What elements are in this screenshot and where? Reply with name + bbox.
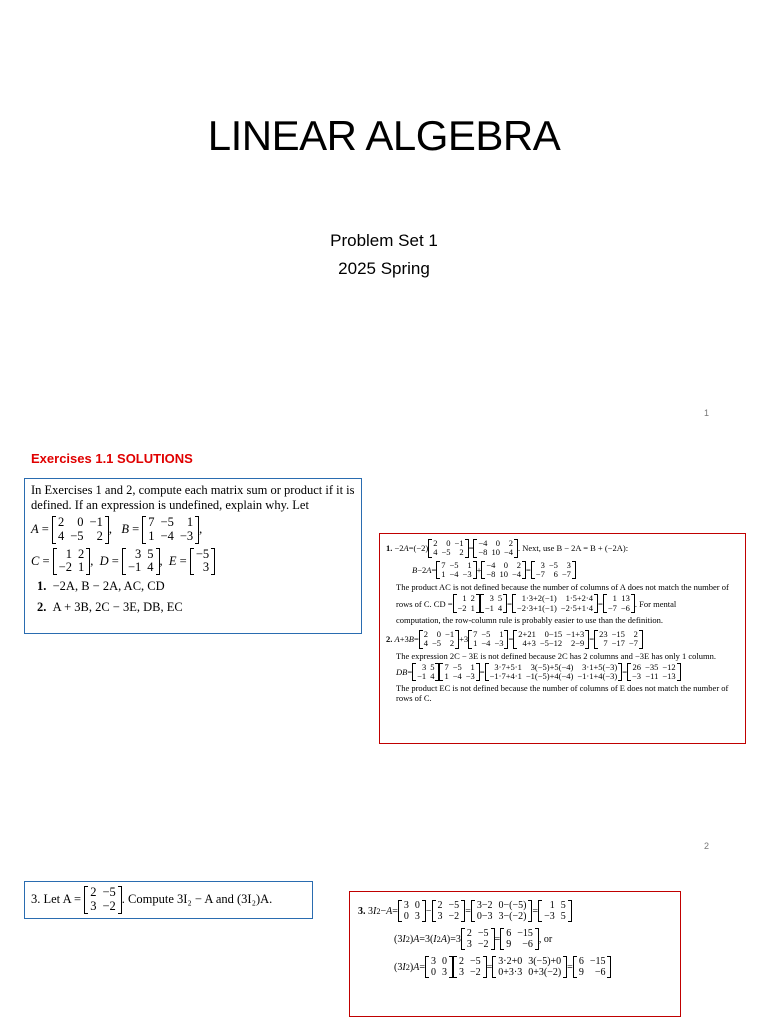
solution-3-line2: (3 I 2 ) A =3( I 2 A )=3 2 −5 3 −2 = 6 −15 9 −6 , or — [394, 928, 553, 950]
page-number-2: 2 — [704, 841, 710, 851]
problem-intro: In Exercises 1 and 2, compute each matrix sum or product if it is defined. If an expression is undefined, explain why. Let — [31, 483, 355, 512]
matrices-cde: C = 1 2 −2 1 , D = 3 5 −1 4 , E = −5 3 — [31, 548, 355, 576]
problem-3-box — [24, 881, 313, 919]
page-number-1: 1 — [704, 408, 710, 418]
solution-1-line2: B −2 A = 7 −5 1 1 −4 −3 + −4 0 2 −8 10 −4 = 3 −5 3 −7 6 −7 — [386, 561, 739, 580]
solution-2-ec: The product EC is not defined because the number of columns of E does not match the number of — [396, 683, 729, 694]
slide-subtitle-line1: Problem Set 1 — [330, 231, 438, 250]
problem-item-2: 2. A + 3B, 2C − 3E, DB, EC — [37, 600, 183, 614]
problem-item-1: 1. −2A, B − 2A, AC, CD — [37, 579, 165, 593]
solution-3-line1: 3. 3 I 2 − A = 3 0 0 3 − 2 −5 3 −2 = 3−2 0−(−5) 0−3 3−(−2) = 1 5 −3 5 — [358, 900, 672, 922]
solution-2-line1: 2. A +3 B = 2 0 −1 4 −5 2 +3 7 −5 1 1 −4 −3 = 2+21 0−15 −1+3 4+3 −5−12 2−9 = 23 −15 2 7 −17 −7 — [386, 630, 739, 649]
solution-2-db: DB = 3 5 −1 4 7 −5 1 1 −4 −3 = 3·7+5·1 3(−5)+5(−4) 3·1+5(−3) −1·7+4·1 −1(−5)+4(−4) −1·1+4(−3) = 26 −35 −12 −3 −11 −13 — [386, 663, 739, 682]
solution-1-cd: rows of C. CD = 1 2 −2 1 3 5 −1 4 = 1·3+2(−1) 1·5+2·4 −2·3+1(−1) −2·5+1·4 = 1 13 −7 −6 . For mental — [396, 593, 677, 613]
slide-title: LINEAR ALGEBRA — [207, 112, 561, 159]
problem-box — [24, 478, 362, 634]
solution-3-line3: (3 I 2 ) A = 3 0 0 3 2 −5 3 −2 = 3·2+0 3(−5)+0 0+3·3 0+3(−2) = 6 −15 9 −6 — [358, 956, 672, 978]
solution-3-box — [349, 891, 681, 1017]
solution-box — [379, 533, 746, 744]
problem-3-text: 3. Let A = 2 −5 3 −2 . Compute 3I₂ − A and (3I₂)A. — [31, 885, 273, 913]
exercises-heading: Exercises 1.1 SOLUTIONS — [31, 451, 193, 466]
matrices-ab: A = 2 0 −1 4 −5 2 , B = 7 −5 1 1 −4 −3 , — [31, 515, 203, 543]
solution-1-mental: computation, the row-column rule is probably easier to use than the definition. — [396, 615, 663, 626]
solution-2-ec2: rows of C. — [396, 693, 432, 704]
slide-subtitle-line2: 2025 Spring — [338, 259, 430, 278]
solution-1-ac: The product AC is not defined because the number of columns of A does not match the number of — [396, 582, 729, 593]
solution-2-2c3e: The expression 2C − 3E is not defined because 2C has 2 columns and −3E has only 1 column. — [396, 650, 717, 661]
solution-1-line1: 1. −2 A =(−2) 2 0 −1 4 −5 2 = −4 0 2 −8 10 −4 . Next, use B − 2A = B + (−2A): — [386, 538, 629, 558]
